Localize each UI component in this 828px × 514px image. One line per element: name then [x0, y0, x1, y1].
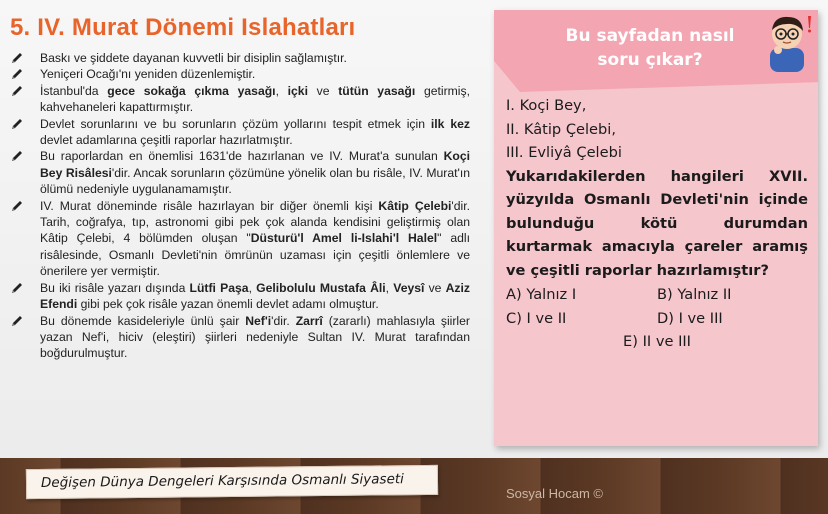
- bullet-item: [10, 313, 470, 362]
- option-b[interactable]: B) Yalnız II: [657, 286, 732, 303]
- question: [506, 94, 808, 354]
- bullet-text: Baskı ve şiddete dayanan kuvvetli bir disiplin sağlamıştır.: [40, 51, 347, 65]
- bullet-bold-text: gece sokağa çıkma yasağı: [107, 83, 276, 98]
- pencil-icon: [10, 314, 24, 328]
- bullet-text: ,: [275, 83, 288, 98]
- bullet-item: [10, 116, 470, 149]
- bullet-bold-text: Aziz Efendi: [40, 280, 470, 312]
- pencil-icon: [10, 117, 24, 131]
- question-card: [494, 10, 818, 446]
- bullet-bold-text: Nef'i: [245, 313, 272, 328]
- bullet-bold-text: Lütfi Paşa: [189, 280, 249, 295]
- bullet-bold-text: Düsturü'l Amel li-Islahi'l Halel: [250, 231, 438, 246]
- bullet-item: [10, 83, 470, 116]
- question-stem: Yukarıdakilerden hangileri XVII. yüzyılda Osmanlı Devleti'nin içinde bulunduğu kötü durumdan kurtarmak amacıyla çareler aramış ve çeşitli raporlar hazırlamıştır?: [506, 167, 808, 279]
- bullet-bold-text: Kâtip Çelebi: [378, 198, 452, 213]
- bullet-item: [10, 50, 470, 66]
- bullet-list: [10, 50, 470, 362]
- option-e[interactable]: E) II ve III: [623, 333, 691, 350]
- bullet-text: ve: [307, 83, 339, 98]
- bullet-text: getirmiş, kahvehaneleri kapattırmıştır.: [40, 83, 470, 115]
- bullet-text: 'dir. Ancak sorunların çözümüne yönelik olan bu risâle, IV. Murat'ın ölümü nedeniyle uygulanamamıştır.: [40, 165, 470, 197]
- bullet-item: [10, 198, 470, 280]
- bullet-text: ,: [385, 280, 394, 295]
- answer-options: [506, 283, 808, 330]
- bullet-text: devlet adamlarına çeşitli raporlar hazırlatmıştır.: [40, 133, 293, 148]
- bullet-text: Bu iki risâle yazarı dışında: [40, 280, 190, 295]
- bullet-text: Bu dönemde kasideleriyle ünlü şair: [40, 313, 246, 328]
- option-a[interactable]: A) Yalnız I: [506, 286, 577, 303]
- pencil-icon: [10, 67, 24, 81]
- footer-banner: [26, 465, 438, 499]
- bullet-text: Yeniçeri Ocağı'nı yeniden düzenlemiştir.: [40, 67, 256, 82]
- bullet-text: ve: [424, 280, 446, 295]
- bullet-text: IV. Murat döneminde risâle hazırlayan bir diğer önemli kişi: [40, 198, 379, 213]
- pencil-icon: [10, 199, 24, 213]
- page-title: 5. IV. Murat Dönemi Islahatları: [10, 14, 356, 41]
- thinking-kid-icon: [756, 10, 818, 72]
- bullet-bold-text: Veysî: [393, 280, 425, 295]
- question-item: III. Evliyâ Çelebi: [506, 144, 622, 161]
- bullet-item: [10, 280, 470, 313]
- pencil-icon: [10, 281, 24, 295]
- question-item: I. Koçi Bey,: [506, 97, 587, 114]
- option-c[interactable]: C) I ve II: [506, 309, 567, 327]
- bullet-text: 'dir.: [271, 313, 296, 328]
- bullet-text: ,: [248, 280, 257, 295]
- bullet-item: [10, 148, 470, 197]
- bullet-item: [10, 66, 470, 82]
- footer-banner-text: Değişen Dünya Dengeleri Karşısında Osmanlı Siyaseti: [40, 471, 404, 491]
- footer-credit: Sosyal Hocam ©: [506, 486, 603, 501]
- pencil-icon: [10, 84, 24, 98]
- bullet-bold-text: içki: [287, 83, 308, 98]
- option-d[interactable]: D) I ve III: [657, 309, 723, 327]
- bullet-bold-text: ilk kez: [430, 116, 470, 131]
- bullet-text: İstanbul'da: [40, 83, 108, 98]
- bullet-text: " adlı risâlesinde, Osmanlı Devleti'nin ömrünün uzaması için çeşitli önlemlere ve önerilere yer vermiştir.: [40, 231, 470, 279]
- bullet-bold-text: Koçi Bey Risâlesi: [40, 149, 470, 180]
- question-item: II. Kâtip Çelebi,: [506, 120, 616, 138]
- pencil-icon: [10, 149, 24, 163]
- bullet-text: (zararlı) mahlasıyla şiirler yazan Nef'i, hiciv (eleştiri) şiirleri nedeniyle Sultan IV. Murat tarafından boğdurulmuştur.: [40, 313, 470, 361]
- card-heading: Bu sayfadan nasıl soru çıkar?: [565, 26, 735, 70]
- bullet-bold-text: Gelibolulu Mustafa Âli: [256, 280, 386, 295]
- bullet-text: gibi pek çok risâle yazan önemli devlet adamı olmuştur.: [77, 297, 379, 312]
- bullet-text: Devlet sorunlarını ve bu sorunların çözüm yollarını tespit etmek için: [40, 116, 431, 131]
- bullet-bold-text: tütün yasağı: [338, 83, 416, 98]
- bullet-bold-text: Zarrî: [295, 313, 323, 328]
- bullet-text: 'dir. Tarih, coğrafya, tıp, astronomi gibi pek çok alanda kendisini geliştirmiş olan Kâtip Çelebi, 4 bölümden oluşan ": [40, 198, 470, 246]
- pencil-icon: [10, 51, 24, 65]
- bullet-text: Bu raporlardan en önemlisi 1631'de hazırlanan ve IV. Murat'a sunulan: [40, 149, 444, 164]
